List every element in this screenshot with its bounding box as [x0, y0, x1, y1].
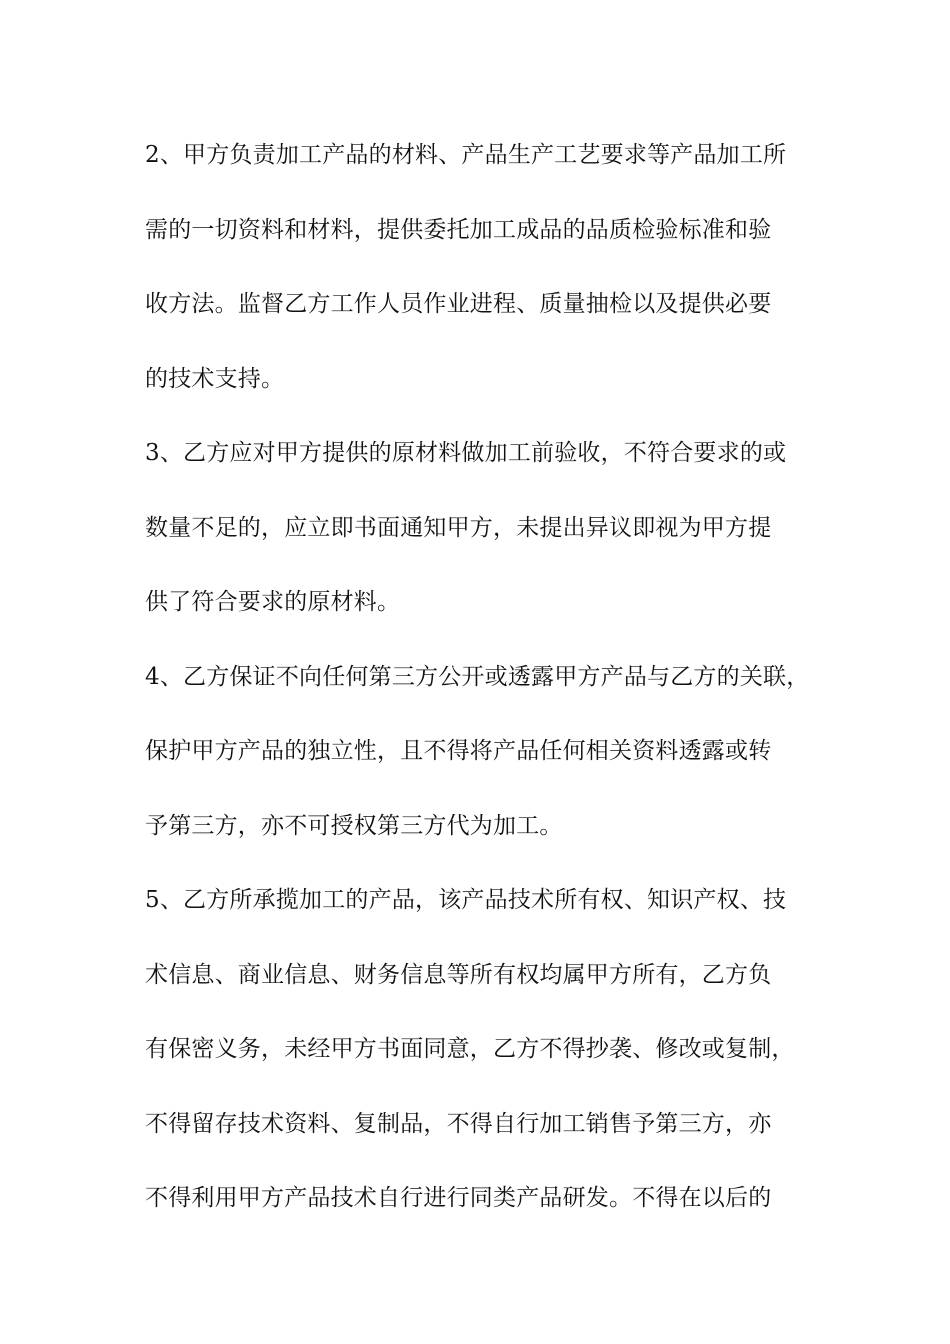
text-line: 3、乙方应对甲方提供的原材料做加工前验收，不符合要求的或 — [145, 440, 787, 466]
text-line: 不得留存技术资料、复制品，不得自行加工销售予第三方，亦 — [145, 1110, 772, 1137]
text-line: 收方法。监督乙方工作人员作业进程、质量抽检以及提供必要 — [145, 291, 772, 317]
text-line: 5、乙方所承揽加工的产品，该产品技术所有权、知识产权、技 — [145, 887, 787, 913]
text-line: 有保密义务，未经甲方书面同意，乙方不得抄袭、修改或复制， — [145, 1036, 795, 1062]
text-line: 的技术支持。 — [145, 365, 285, 392]
text-line: 术信息、商业信息、财务信息等所有权均属甲方所有，乙方负 — [145, 961, 772, 988]
text-line: 保护甲方产品的独立性，且不得将产品任何相关资料透露或转 — [145, 738, 772, 764]
text-line: 供了符合要求的原材料。 — [145, 589, 401, 615]
text-line: 2、甲方负责加工产品的材料、产品生产工艺要求等产品加工所 — [145, 142, 787, 168]
text-line: 不得利用甲方产品技术自行进行同类产品研发。不得在以后的 — [145, 1185, 772, 1211]
document-body — [145, 130, 815, 1248]
text-line: 数量不足的，应立即书面通知甲方，未提出异议即视为甲方提 — [145, 514, 772, 541]
text-line: 4、乙方保证不向任何第三方公开或透露甲方产品与乙方的关联， — [145, 663, 810, 690]
text-line: 需的一切资料和材料，提供委托加工成品的品质检验标准和验 — [145, 216, 772, 243]
text-line: 予第三方，亦不可授权第三方代为加工。 — [145, 812, 563, 839]
